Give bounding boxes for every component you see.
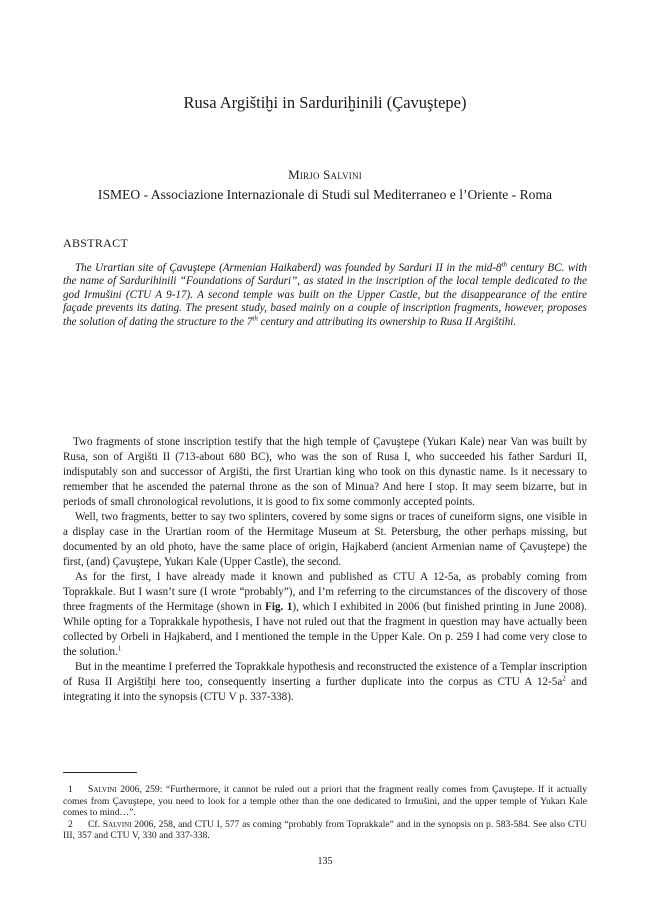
footnote-prefix: Cf. — [88, 818, 103, 830]
body-paragraph-3 — [63, 570, 587, 660]
footnote-2 — [63, 819, 587, 842]
abstract-text — [63, 262, 587, 329]
footnote-author: Salvini — [88, 784, 117, 795]
footnote-marker[interactable]: 1 — [117, 644, 122, 653]
footnotes — [63, 784, 587, 842]
body-paragraph-4 — [63, 660, 587, 705]
body-paragraph-1: Two fragments of stone inscription testify that the high temple of Çavuştepe (Yukarı Kale) near Van was built by Rusa, son of Argišti II (713-about 680 BC), who was the son of Rusa I, who succeeded his father Sarduri II, indisputably son and successor of Argišti, the first Urartian king who took on this dynastic name. Is it necessary to remember that he ascended the paternal throne as the son of Minua? And here I stop. It may seem bizarre, but in periods of small chronological revolutions, it is good to fix some commonly accepted points. — [63, 436, 587, 508]
figure-reference[interactable]: Fig. 1 — [265, 601, 293, 613]
footnote-number: 1 — [68, 784, 73, 795]
abstract-heading: ABSTRACT — [63, 236, 129, 250]
footnote-text: 2006, 259: “Furthermore, it cannot be ruled out a priori that the fragment really comes from Çavuştepe. If it actually comes from Çavuştepe, you need to look for a temple other than the one dedicated to Irmušini, and the upper temple of Yukarı Kale comes to mind…”. — [63, 784, 587, 819]
abstract-superscript: th — [501, 260, 508, 269]
abstract-text-part: century and attributing its ownership to Rusa II Argištihi. — [257, 315, 517, 328]
body-text-part: ), which I exhibited in 2006 (but finished printing in June 2008). While opting for a Toprakkale hypothesis, I have not ruled out that the fragment in question may have actually been collected by Orbeli in Hajkaberd, and I mentioned the temple in the Upper Kale. On p. 259 I had come very close to the solution. — [63, 601, 587, 658]
footnote-number: 2 — [68, 818, 73, 830]
abstract-superscript: th — [252, 313, 258, 322]
body-text-part: But in the meantime I preferred the Toprakkale hypothesis and reconstructed the existence of a Templar inscription of Rusa II Argištiḫi here too, consequently inserting a further duplicate into the corpus as CTU A 12-5a — [63, 661, 587, 688]
body-text — [63, 435, 587, 705]
body-paragraph-2: Well, two fragments, better to say two splinters, covered by some signs or traces of cuneiform signs, one visible in a display case in the Urartian room of the Hermitage Museum at St. Petersburg, the other perhaps missing, but documented by an old photo, have the same place of origin, Hajkaberd (ancient Armenian name of Çavuştepe) the first, (and) Çavuştepe, Yukarı Kale (Upper Castle), the second. — [63, 511, 587, 568]
body-text-part: As for the first, I have already made it known and published as CTU A 12-5a, as probably coming from Toprakkale. But I wasn’t sure (I wrote “probably”), and I’m referring to the circumstances of the discovery of those three fragments of the Hermitage (shown in — [63, 571, 587, 613]
page-number: 135 — [317, 856, 333, 867]
paper-page — [63, 0, 587, 919]
footnote-marker[interactable]: 2 — [562, 674, 566, 683]
footnote-author: Salvini — [102, 818, 132, 830]
author-affiliation: ISMEO - Associazione Internazionale di Studi sul Mediterraneo e l’Oriente - Roma — [97, 187, 553, 202]
abstract-text-part: The Urartian site of Çavuştepe (Armenian Haikaberd) was founded by Sarduri II in the mid-8 — [75, 262, 502, 274]
article-title: Rusa Argištiḫi in Sarduriḫinili (Çavuştepe) — [183, 93, 467, 112]
author-name: Mirjo Salvini — [288, 167, 362, 182]
abstract-text-part: century BC. with the name of Sardurihinili “Foundations of Sarduri”, as stated in the inscription of the local temple dedicated to the god Irmušini (CTU A 9-17). A second temple was built on the Upper Castle, but the disappearance of the entire façade prevents its dating. The present study, based mainly on a couple of inscription fragments, however, proposes the solution of dating the structure to the 7 — [63, 262, 587, 328]
body-text-part: and integrating it into the synopsis (CTU V p. 337-338). — [63, 676, 588, 703]
footnote-divider — [63, 772, 137, 773]
footnote-text: 2006, 258, and CTU I, 577 as coming “probably from Toprakkale” and in the synopsis on p. 583-584. See also CTU III, 357 and CTU V, 330 and 337-338. — [63, 818, 588, 842]
footnote-1 — [63, 784, 587, 819]
